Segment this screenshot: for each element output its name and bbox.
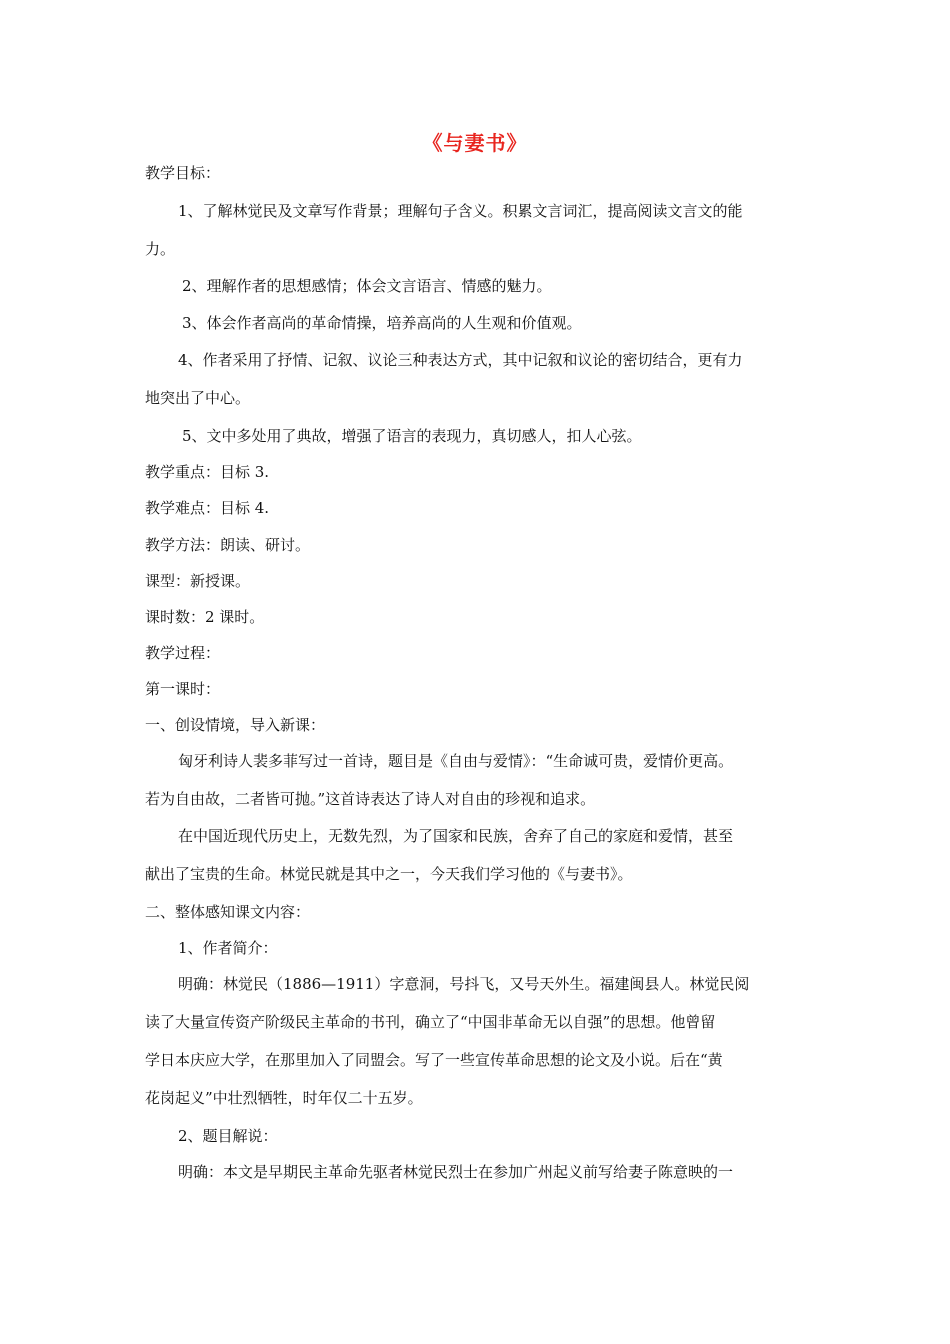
paragraph-line: 读了大量宣传资产阶级民主革命的书刊，确立了“中国非革命无以自强”的思想。他曾留 xyxy=(145,1013,716,1031)
section-heading: 教学目标： xyxy=(145,164,221,182)
section-heading: 一、创设情境，导入新课： xyxy=(145,716,326,734)
paragraph-line: 2、理解作者的思想感情；体会文言语言、情感的魅力。 xyxy=(182,277,552,295)
document-title: 《与妻书》 xyxy=(422,131,528,155)
paragraph-line: 匈牙利诗人裴多菲写过一首诗，题目是《自由与爱情》：“生命诚可贵，爱情价更高。 xyxy=(178,752,734,770)
paragraph-line: 教学重点：目标 3. xyxy=(145,463,270,481)
paragraph-line: 地突出了中心。 xyxy=(145,389,251,407)
paragraph-line: 若为自由故，二者皆可抛。”这首诗表达了诗人对自由的珍视和追求。 xyxy=(145,790,596,808)
paragraph-line: 1、了解林觉民及文章写作背景；理解句子含义。积累文言词汇，提高阅读文言文的能 xyxy=(178,202,743,220)
paragraph-line: 4、作者采用了抒情、记叙、议论三种表达方式，其中记叙和议论的密切结合，更有力 xyxy=(178,351,743,369)
paragraph-line: 课时数：2 课时。 xyxy=(145,608,265,626)
paragraph-line: 明确：本文是早期民主革命先驱者林觉民烈士在参加广州起义前写给妻子陈意映的一 xyxy=(178,1163,734,1181)
paragraph-line: 3、体会作者高尚的革命情操，培养高尚的人生观和价值观。 xyxy=(182,314,582,332)
section-heading: 二、整体感知课文内容： xyxy=(145,903,311,921)
paragraph-line: 教学方法：朗读、研讨。 xyxy=(145,536,311,554)
paragraph-line: 献出了宝贵的生命。林觉民就是其中之一，今天我们学习他的《与妻书》。 xyxy=(145,865,633,883)
section-heading: 第一课时： xyxy=(145,680,221,698)
paragraph-line: 花岗起义”中壮烈牺牲，时年仅二十五岁。 xyxy=(145,1089,423,1107)
paragraph-line: 力。 xyxy=(145,240,176,258)
section-heading: 教学过程： xyxy=(145,644,221,662)
paragraph-line: 1、作者简介： xyxy=(178,939,278,957)
paragraph-line: 课型：新授课。 xyxy=(145,572,251,590)
paragraph-line: 2、题目解说： xyxy=(178,1127,278,1145)
paragraph-line: 教学难点：目标 4. xyxy=(145,499,270,517)
paragraph-line: 学日本庆应大学，在那里加入了同盟会。写了一些宣传革命思想的论文及小说。后在“黄 xyxy=(145,1051,723,1069)
paragraph-line: 明确：林觉民（1886—1911）字意洞，号抖飞，又号天外生。福建闽县人。林觉民阅 xyxy=(178,975,750,993)
paragraph-line: 5、文中多处用了典故，增强了语言的表现力，真切感人，扣人心弦。 xyxy=(182,427,642,445)
paragraph-line: 在中国近现代历史上，无数先烈，为了国家和民族，舍弃了自己的家庭和爱情，甚至 xyxy=(178,827,734,845)
